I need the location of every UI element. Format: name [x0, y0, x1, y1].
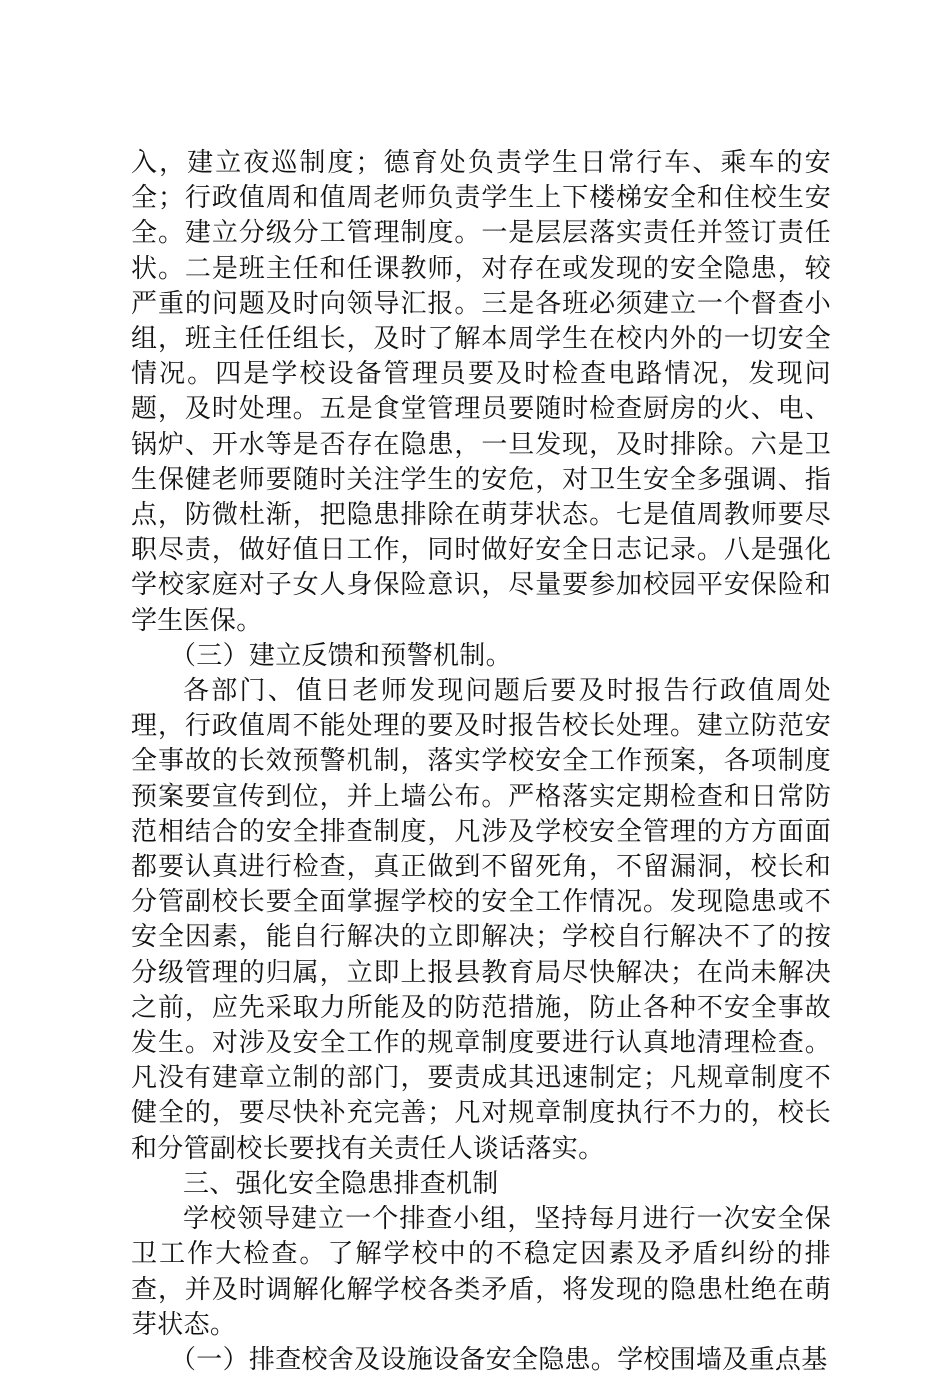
paragraph-feedback-warning: 各部门、值日老师发现问题后要及时报告行政值周处理，行政值周不能处理的要及时报告校长处理。建立防范安全事故的长效预警机制，落实学校安全工作预案，各项制度预案要宣传到位，并上墙公布。严格落实定期检查和日常防范相结合的安全排查制度，凡涉及学校安全管理的方方面面都要认真进行检查，真正做到不留死角，不留漏洞，校长和分管副校长要全面掌握学校的安全工作情况。发现隐患或不安全因素，能自行解决的立即解决；学校自行解决不了的按分级管理的归属，立即上报县教育局尽快解决；在尚未解决之前，应先采取力所能及的防范措施，防止各种不安全事故发生。对涉及安全工作的规章制度要进行认真地清理检查。凡没有建章立制的部门，要责成其迅速制定；凡规章制度不健全的，要尽快补充完善；凡对规章制度执行不力的，校长和分管副校长要找有关责任人谈话落实。: [131, 676, 831, 1164]
paragraph-hazard-inspection: 学校领导建立一个排查小组，坚持每月进行一次安全保卫工作大检查。了解学校中的不稳定因素及矛盾纠纷的排查，并及时调解化解学校各类矛盾，将发现的隐患杜绝在萌芽状态。: [131, 1204, 831, 1340]
subheading-school-building-inspection: （一）排查校舍及设施设备安全隐患。学校围墙及重点基: [170, 1344, 828, 1375]
document-body: [131, 146, 831, 1378]
paragraph-safety-responsibilities: 入，建立夜巡制度；德育处负责学生日常行车、乘车的安全；行政值周和值周老师负责学生上下楼梯安全和住校生安全。建立分级分工管理制度。一是层层落实责任并签订责任状。二是班主任和任课教师，对存在或发现的安全隐患，较严重的问题及时向领导汇报。三是各班必须建立一个督查小组，班主任任组长，及时了解本周学生在校内外的一切安全情况。四是学校设备管理员要及时检查电路情况，发现问题，及时处理。五是食堂管理员要随时检查厨房的火、电、锅炉、开水等是否存在隐患，一旦发现，及时排除。六是卫生保健老师要随时关注学生的安危，对卫生安全多强调、指点，防微杜渐，把隐患排除在萌芽状态。七是值周教师要尽职尽责，做好值日工作，同时做好安全日志记录。八是强化学校家庭对子女人身保险意识，尽量要参加校园平安保险和学生医保。: [131, 148, 831, 636]
section-heading-hazard-inspection: 三、强化安全隐患排查机制: [183, 1168, 499, 1199]
subheading-feedback-warning: （三）建立反馈和预警机制。: [170, 640, 512, 671]
